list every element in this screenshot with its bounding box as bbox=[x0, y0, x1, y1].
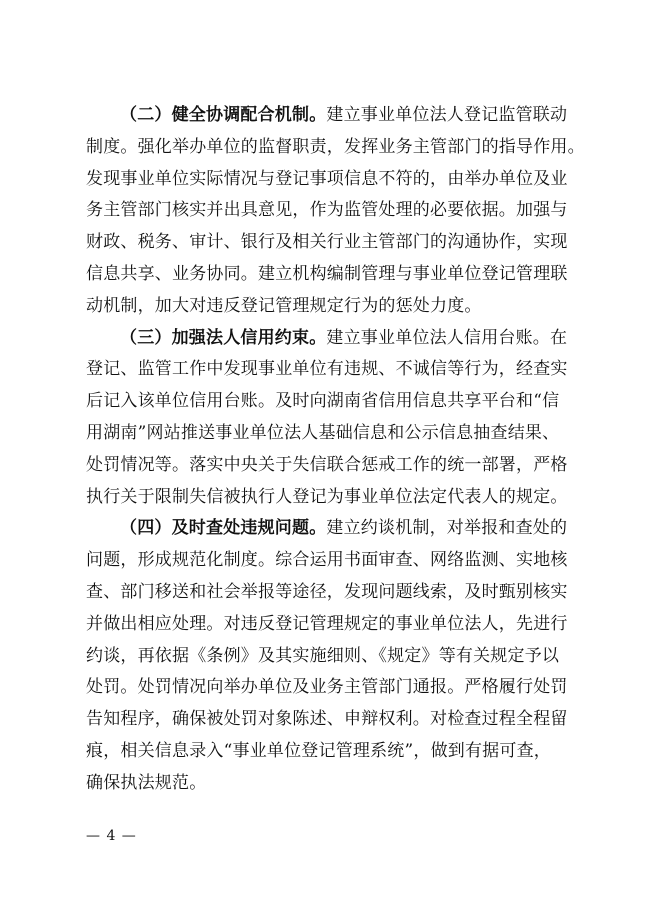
paragraph-line: 问题，形成规范化制度。综合运用书面审查、网络监测、实地核 bbox=[86, 550, 568, 571]
page-number: — 4 — bbox=[86, 828, 137, 844]
paragraph-line: 信息共享、业务协同。建立机构编制管理与事业单位登记管理联 bbox=[86, 263, 568, 284]
paragraph-line: 告知程序，确保被处罚对象陈述、申辩权利。对检查过程全程留 bbox=[86, 709, 568, 730]
paragraph-line: 用湖南”网站推送事业单位法人基础信息和公示信息抽查结果、 bbox=[86, 422, 560, 443]
paragraph-3-line-1 bbox=[86, 323, 576, 355]
section-heading-4: （四）及时查处违规问题。 bbox=[120, 518, 327, 539]
paragraph-line: 务主管部门核实并出具意见，作为监管处理的必要依据。加强与 bbox=[86, 200, 568, 221]
paragraph-text: 建立事业单位法人登记监管联动 bbox=[326, 105, 568, 125]
paragraph-text: 建立约谈机制，对举报和查处的 bbox=[326, 518, 568, 539]
paragraph-4-line-1 bbox=[86, 513, 576, 545]
document-body bbox=[86, 100, 585, 800]
paragraph-line: 发现事业单位实际情况与登记事项信息不符的，由举办单位及业 bbox=[86, 168, 568, 189]
paragraph-line: 登记、监管工作中发现事业单位有违规、不诚信等行为，经查实 bbox=[86, 359, 568, 380]
paragraph-line: 约谈，再依据《条例》及其实施细则、《规定》等有关规定予以 bbox=[86, 645, 560, 666]
section-heading-3: （三）加强法人信用约束。 bbox=[120, 327, 327, 348]
paragraph-line: 查、部门移送和社会举报等途径，发现问题线索，及时甄别核实 bbox=[86, 581, 568, 602]
paragraph-line: 动机制，加大对违反登记管理规定行为的惩处力度。 bbox=[86, 295, 482, 316]
paragraph-line: 痕，相关信息录入“事业单位登记管理系统”，做到有据可查， bbox=[86, 740, 551, 761]
paragraph-line: 财政、税务、审计、银行及相关行业主管部门的沟通协作，实现 bbox=[86, 232, 568, 253]
paragraph-line: 处罚。处罚情况向举办单位及业务主管部门通报。严格履行处罚 bbox=[86, 677, 568, 698]
section-heading-2: （二）健全协调配合机制。 bbox=[120, 105, 327, 125]
paragraph-line: 制度。强化举办单位的监督职责，发挥业务主管部门的指导作用。 bbox=[86, 136, 585, 157]
paragraph-line: 确保执法规范。 bbox=[86, 772, 207, 793]
paragraph-2-line-1 bbox=[86, 100, 576, 132]
paragraph-line: 执行关于限制失信被执行人登记为事业单位法定代表人的规定。 bbox=[86, 486, 568, 507]
paragraph-line: 处罚情况等。落实中央关于失信联合惩戒工作的统一部署，严格 bbox=[86, 454, 568, 475]
paragraph-line: 后记入该单位信用台账。及时向湖南省信用信息共享平台和“信 bbox=[86, 391, 560, 412]
paragraph-line: 并做出相应处理。对违反登记管理规定的事业单位法人，先进行 bbox=[86, 613, 568, 634]
paragraph-text: 建立事业单位法人信用台账。在 bbox=[326, 327, 568, 348]
